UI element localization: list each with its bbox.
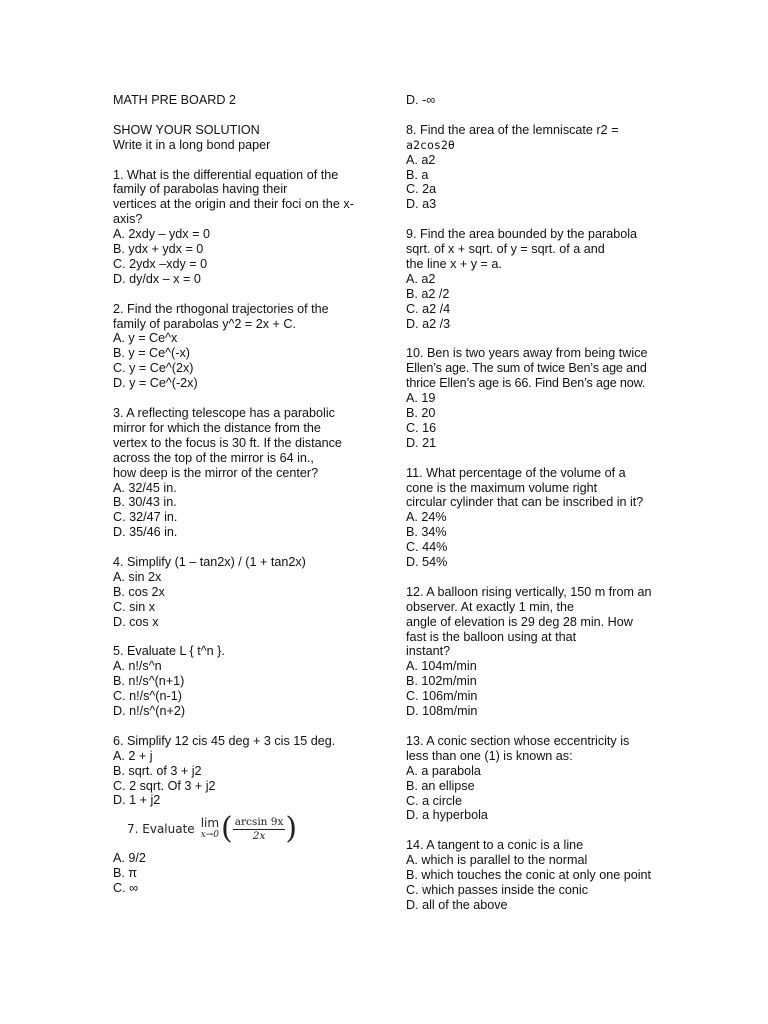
- text-line: instant?: [406, 644, 451, 659]
- paragraph-gap: [113, 391, 363, 406]
- text-line: sqrt. of x + sqrt. of y = sqrt. of a and: [406, 242, 605, 257]
- text-line: D. dy/dx – x = 0: [113, 271, 201, 286]
- text-line: C. sin x: [113, 599, 155, 614]
- paragraph-gap: [113, 630, 363, 645]
- paragraph-gap: [406, 212, 658, 227]
- text-line: vertices at the origin and their foci on the x-: [113, 197, 354, 212]
- text-line: A. 104m/min: [406, 659, 477, 674]
- text-line: how deep is the mirror of the center?: [113, 465, 319, 480]
- text-line: 5. Evaluate L { t^n }.: [113, 644, 225, 659]
- text-line: C. a circle: [406, 793, 462, 808]
- text-line: D. a2 /3: [406, 316, 451, 331]
- text-line: B. π: [113, 866, 138, 881]
- text-line: B. a: [406, 167, 429, 182]
- formula-label: 7. Evaluate: [127, 821, 195, 836]
- text-line: C. y = Ce^(2x): [113, 361, 194, 376]
- text-line: mirror for which the distance from the: [113, 420, 321, 435]
- text-line: MATH PRE BOARD 2: [113, 93, 236, 107]
- close-paren: ): [285, 811, 298, 847]
- paragraph-gap: [113, 287, 363, 302]
- paragraph-gap: [406, 331, 658, 346]
- text-line: 12. A balloon rising vertically, 150 m from an: [406, 584, 652, 599]
- text-line: B. n!/s^(n+1): [113, 674, 185, 689]
- text-line: 3. A reflecting telescope has a parabolic: [113, 405, 335, 420]
- text-line: D. 1 + j2: [113, 793, 161, 808]
- text-line: A. a parabola: [406, 763, 481, 778]
- text-line: fast is the balloon using at that: [406, 629, 577, 644]
- text-line: B. 102m/min: [406, 674, 477, 689]
- text-line: A. which is parallel to the normal: [406, 853, 588, 868]
- text-line: C. a2 /4: [406, 301, 451, 316]
- text-line: the line x + y = a.: [406, 256, 502, 271]
- paragraph-gap: [113, 719, 363, 734]
- text-line: B. cos 2x: [113, 584, 165, 599]
- limit-text: lim: [200, 816, 220, 831]
- text-line: D. n!/s^(n+2): [113, 704, 186, 719]
- text-line: SHOW YOUR SOLUTION: [113, 122, 260, 137]
- text-line: C. which passes inside the conic: [406, 882, 589, 897]
- text-line: C. 32/47 in.: [113, 510, 178, 525]
- text-line: B. ydx + ydx = 0: [113, 242, 204, 257]
- text-line: axis?: [113, 212, 143, 227]
- text-line: D. 21: [406, 435, 437, 450]
- text-line: B. a2 /2: [406, 286, 450, 301]
- paragraph-gap: [113, 540, 363, 555]
- text-line: C. n!/s^(n-1): [113, 689, 182, 704]
- text-line: D. y = Ce^(-2x): [113, 376, 198, 391]
- text-line: A. a2: [406, 152, 436, 167]
- text-line: D. 35/46 in.: [113, 525, 178, 540]
- text-line: family of parabolas having their: [113, 182, 288, 197]
- text-line: C. 2 sqrt. Of 3 + j2: [113, 778, 216, 793]
- text-line: C. 16: [406, 420, 437, 435]
- text-line: less than one (1) is known as:: [406, 748, 573, 763]
- text-line: Write it in a long bond paper: [113, 137, 271, 152]
- text-line: B. 30/43 in.: [113, 495, 177, 510]
- text-line: family of parabolas y^2 = 2x + C.: [113, 316, 297, 331]
- fraction-numerator: arcsin 9x: [234, 815, 284, 828]
- paragraph-gap: [406, 570, 658, 585]
- text-line: Ellen’s age. The sum of twice Ben’s age and: [406, 361, 647, 376]
- paragraph-gap: [113, 153, 363, 168]
- text-line: 11. What percentage of the volume of a: [406, 465, 626, 480]
- paragraph-gap: [113, 108, 363, 123]
- text-line: 6. Simplify 12 cis 45 deg + 3 cis 15 deg.: [113, 733, 336, 748]
- text-line: thrice Ellen’s age is 66. Find Ben’s age now.: [406, 376, 646, 391]
- limit-operator: [201, 817, 219, 841]
- open-paren: (: [221, 811, 233, 847]
- text-line: D. -∞: [406, 93, 436, 107]
- text-line: 10. Ben is two years away from being twice: [406, 346, 648, 361]
- fraction-denominator: 2x: [252, 829, 266, 842]
- text-line: B. an ellipse: [406, 778, 475, 793]
- text-line: circular cylinder that can be inscribed in it?: [406, 495, 644, 510]
- text-line: 13. A conic section whose eccentricity is: [406, 733, 630, 748]
- text-line: B. 20: [406, 405, 436, 420]
- limit-subscript: x→0: [200, 830, 220, 841]
- text-line: D. cos x: [113, 614, 159, 629]
- text-line: D. a3: [406, 197, 437, 212]
- text-line: A. 32/45 in.: [113, 480, 177, 495]
- text-line: D. all of the above: [406, 897, 508, 912]
- text-line: B. 34%: [406, 525, 447, 540]
- limit-expression: [127, 811, 298, 847]
- text-line: C. ∞: [113, 881, 139, 896]
- text-line: C. 44%: [406, 540, 448, 555]
- text-line: A. 24%: [406, 510, 447, 525]
- text-line: across the top of the mirror is 64 in.,: [113, 450, 314, 465]
- text-line: cone is the maximum volume right: [406, 480, 598, 495]
- text-line: A. n!/s^n: [113, 659, 162, 674]
- paragraph-gap: [406, 108, 658, 123]
- text-line: B. which touches the conic at only one point: [406, 868, 652, 883]
- text-line: A. a2: [406, 271, 436, 286]
- text-line: D. 54%: [406, 555, 448, 570]
- text-line: A. 19: [406, 391, 436, 406]
- paragraph-gap: [406, 823, 658, 838]
- text-line: A. y = Ce^x: [113, 331, 178, 346]
- paragraph-gap: [406, 451, 658, 466]
- fraction: [233, 816, 286, 843]
- text-line: observer. At exactly 1 min, the: [406, 599, 574, 614]
- text-line: 8. Find the area of the lemniscate r2 =: [406, 122, 619, 137]
- text-line: 14. A tangent to a conic is a line: [406, 838, 584, 853]
- text-line: D. a hyperbola: [406, 808, 488, 823]
- text-line: 9. Find the area bounded by the parabola: [406, 227, 638, 242]
- text-line: C. 2ydx –xdy = 0: [113, 256, 208, 271]
- text-line: vertex to the focus is 30 ft. If the distance: [113, 435, 342, 450]
- text-line: a2cos2θ: [406, 137, 455, 152]
- text-line: B. y = Ce^(-x): [113, 346, 190, 361]
- text-line: A. sin 2x: [113, 569, 162, 584]
- question-7-formula: [127, 809, 363, 849]
- text-line: D. 108m/min: [406, 704, 478, 719]
- paragraph-gap: [406, 719, 658, 734]
- text-line: B. sqrt. of 3 + j2: [113, 763, 202, 778]
- text-line: A. 2 + j: [113, 748, 153, 763]
- text-line: C. 2a: [406, 182, 437, 197]
- left-column: [113, 93, 363, 896]
- right-column: [406, 93, 658, 913]
- text-line: angle of elevation is 29 deg 28 min. How: [406, 614, 633, 629]
- text-line: A. 2xdy – ydx = 0: [113, 227, 210, 242]
- text-line: 2. Find the rthogonal trajectories of the: [113, 301, 329, 316]
- text-line: C. 106m/min: [406, 689, 478, 704]
- text-line: A. 9/2: [113, 851, 146, 866]
- text-line: 1. What is the differential equation of the: [113, 167, 339, 182]
- text-line: 4. Simplify (1 – tan2x) / (1 + tan2x): [113, 555, 306, 570]
